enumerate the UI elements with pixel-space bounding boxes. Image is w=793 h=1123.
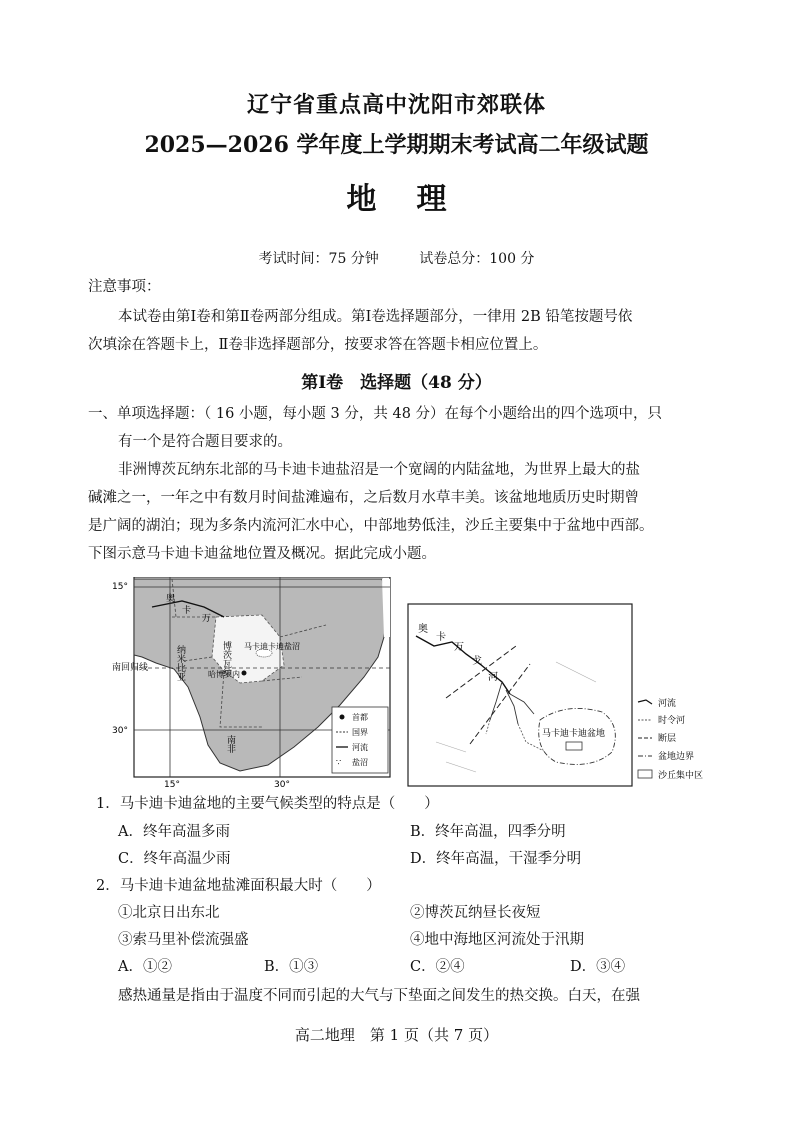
legend-river-right: 河流 (658, 699, 677, 709)
notice-line-2: 次填涂在答题卡上，Ⅱ卷非选择题部分，按要求答在答题卡相应位置上。 (88, 337, 548, 353)
q2-statement-3: ③索马里补偿流强盛 (118, 932, 249, 948)
lon-30-label: 30° (274, 780, 290, 789)
exam-meta (0, 248, 793, 268)
legend-border: 国界 (352, 728, 368, 737)
q2-statement-4: ④地中海地区河流处于汛期 (410, 932, 584, 948)
lat-30-label: 30° (112, 726, 128, 736)
river-label-wan: 万 (202, 614, 212, 624)
notice-title: 注意事项： (88, 279, 161, 295)
legend-seasonal: 时令河 (658, 716, 686, 726)
q2-option-d: D．③④ (570, 959, 626, 975)
q1-option-a: A．终年高温多雨 (118, 824, 230, 840)
section-intro-1: 一、单项选择题：（ 16 小题，每小题 3 分，共 48 分）在每个小题给出的四个选项中，只 (88, 406, 663, 422)
legend-capital: 首都 (352, 713, 368, 722)
right-ka: 卡 (436, 632, 446, 643)
q2-option-c: C．②④ (410, 959, 465, 975)
africa-location-map (112, 577, 394, 789)
notice-line-1: 本试卷由第Ⅰ卷和第Ⅱ卷两部分组成。第Ⅰ卷选择题部分，一律用 2B 铅笔按题号依 (118, 309, 633, 325)
makgadikgadi-label: 马卡迪卡迪盐沼 (244, 642, 300, 651)
legend-fault: 断层 (658, 734, 677, 744)
q1-option-c: C．终年高温少雨 (118, 851, 231, 867)
q2-option-a: A．①② (118, 959, 172, 975)
q1-option-d: D．终年高温，干湿季分明 (410, 851, 582, 867)
makgadikgadi-basin-map (406, 602, 728, 788)
river-label-ka: 卡 (182, 606, 192, 616)
legend-river: 河流 (352, 743, 368, 752)
q1-option-b: B．终年高温，四季分明 (410, 824, 566, 840)
section-title: 第Ⅰ卷 选择题（48 分） (301, 373, 492, 393)
passage-line-2: 碱滩之一，一年之中有数月时间盐滩遍布，之后数月水草丰美。该盆地地质历史时期曾 (88, 490, 639, 506)
right-ge: 戈 (472, 656, 482, 667)
lon-15-label: 15° (164, 780, 180, 789)
right-wan: 万 (454, 642, 464, 653)
passage2-line-1: 感热通量是指由于温度不同而引起的大气与下垫面之间发生的热交换。白天，在强 (118, 988, 640, 1004)
q1-stem: 1．马卡迪卡迪盆地的主要气候类型的特点是（ ） (96, 796, 439, 812)
basin-label: 马卡迪卡迪盆地 (542, 729, 606, 739)
exam-year-title: 2025—2026 学年度上学期期末考试高二年级试题 (144, 132, 649, 158)
lat-15-label: 15° (112, 582, 128, 592)
passage-line-1: 非洲博茨瓦纳东北部的马卡迪卡迪盐沼是一个宽阔的内陆盆地，为世界上最大的盐 (118, 462, 640, 478)
exam-org-title: 辽宁省重点高中沈阳市郊联体 (246, 92, 546, 118)
q2-statement-2: ②博茨瓦纳昼长夜短 (410, 905, 541, 921)
legend-dune: 沙丘集中区 (658, 771, 704, 781)
subject-title: 地理 (346, 182, 487, 217)
q2-stem: 2．马卡迪卡迪盆地盐滩面积最大时（ ） (96, 878, 381, 894)
q2-option-b: B．①③ (264, 959, 319, 975)
tropic-label: 南回归线 (112, 663, 149, 673)
passage-line-3: 是广阔的湖泊；现为多条内流河汇水中心，中部地势低洼，沙丘主要集中于盆地中西部。 (88, 518, 654, 534)
gaborone-label: 哈博罗内 (208, 670, 240, 679)
legend-salt: 盐沼 (352, 758, 368, 767)
botswana-label: 博茨瓦纳 (221, 641, 231, 677)
exam-score: 试卷总分：100 分 (419, 251, 535, 267)
page-footer: 高二地理 第 1 页（共 7 页） (294, 1026, 499, 1044)
south-africa-label: 南非 (225, 735, 235, 753)
river-label-ao: 奥 (166, 594, 176, 604)
legend-basin-edge: 盆地边界 (658, 752, 695, 762)
passage-line-4: 下图示意马卡迪卡迪盆地位置及概况。据此完成小题。 (88, 546, 436, 562)
right-ao: 奥 (418, 624, 428, 635)
svg-text:∵: ∵ (336, 758, 342, 767)
q2-statement-1: ①北京日出东北 (118, 905, 220, 921)
exam-time: 考试时间：75 分钟 (258, 251, 379, 267)
right-he: 河 (488, 672, 498, 683)
namibia-label: 纳米比亚 (175, 645, 185, 681)
section-intro-2: 有一个是符合题目要求的。 (118, 434, 292, 450)
